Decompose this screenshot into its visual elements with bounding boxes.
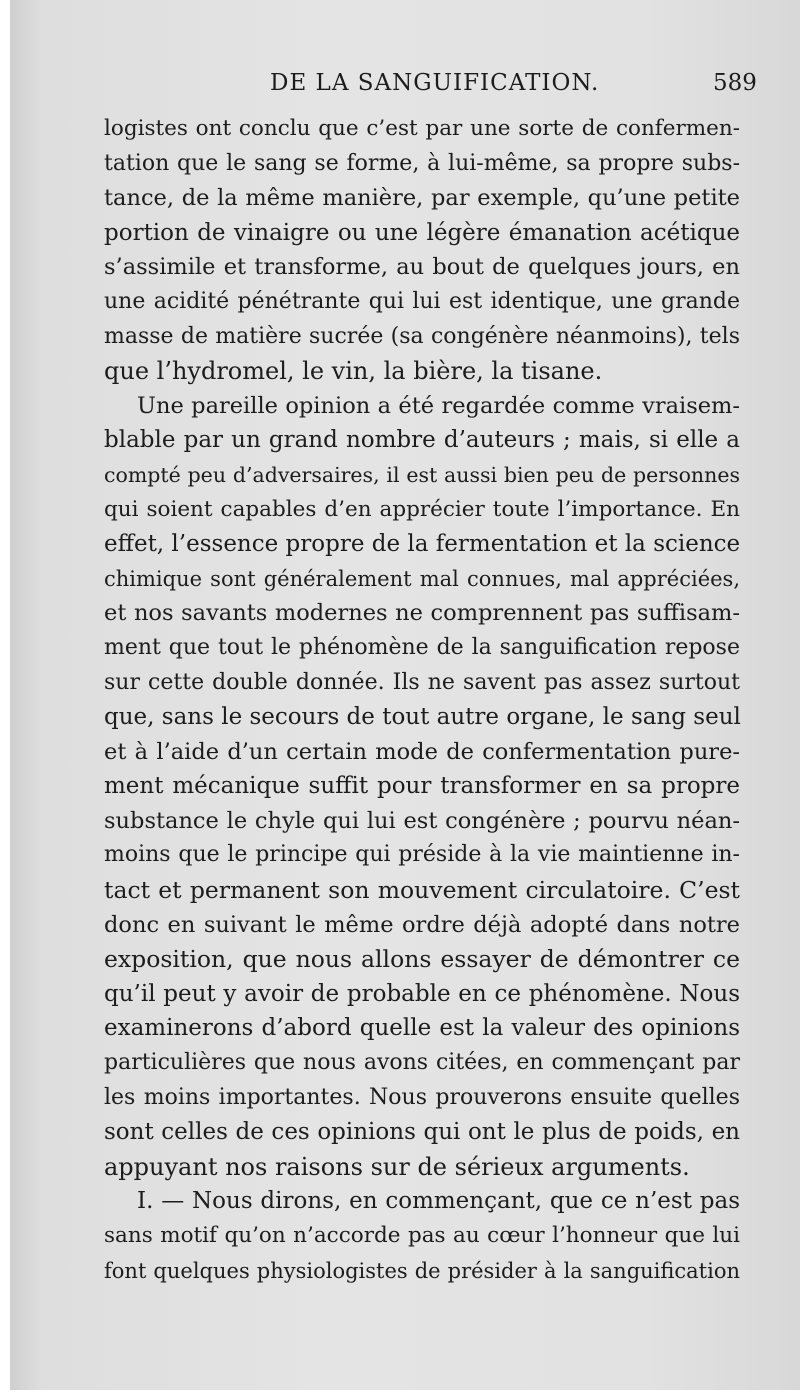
text-line: compté peu d’adversaires, il est aussi bien peu de personnes [104, 462, 740, 487]
text-line: que, sans le secours de tout autre organe, le sang seul [104, 704, 741, 731]
text-line: sans motif qu’on n’accorde pas au cœur l’honneur que lui [104, 1223, 740, 1248]
text-line: font quelques physiologistes de présider à la sanguification [104, 1258, 740, 1283]
text-line: tation que le sang se forme, à lui-même, sa propre subs- [104, 150, 740, 176]
page-scan [10, 0, 800, 1390]
text-line: sont celles de ces opinions qui ont le plus de poids, en [104, 1119, 740, 1146]
text-line: qu’il peut y avoir de probable en ce phénomène. Nous [104, 980, 740, 1007]
running-title: DE LA SANGUIFICATION. [270, 70, 600, 96]
text-line: chimique sont généralement mal connues, mal appréciées, [104, 566, 740, 591]
body-text [104, 112, 740, 1288]
text-line: examinerons d’abord quelle est la valeur des opinions [104, 1015, 740, 1042]
page-number: 589 [713, 70, 757, 96]
text-line: logistes ont conclu que c’est par une sorte de confermen- [104, 116, 740, 141]
text-line: tact et permanent son mouvement circulatoire. C’est [104, 876, 740, 905]
text-line: exposition, que nous allons essayer de démontrer ce [104, 945, 740, 974]
book-page [10, 0, 800, 1390]
text-line: s’assimile et transforme, au bout de quelques jours, en [104, 254, 740, 281]
text-line: Une pareille opinion a été regardée comme vraisem- [137, 392, 740, 419]
text-line: appuyant nos raisons sur de sérieux arguments. [104, 1152, 690, 1181]
text-line: I. — Nous dirons, en commençant, que ce n’est pas [137, 1188, 740, 1215]
text-line: que l’hydromel, le vin, la bière, la tisane. [104, 357, 603, 386]
text-line: sur cette double donnée. Ils ne savent pas assez surtout [104, 669, 740, 695]
text-line: et à l’aide d’un certain mode de confermentation pure- [104, 738, 740, 765]
text-line: masse de matière sucrée (sa congénère néanmoins), tels [104, 323, 740, 349]
text-line: ment que tout le phénomène de la sanguification repose [104, 634, 740, 660]
text-line: ment mécanique suffit pour transformer en sa propre [104, 773, 740, 800]
text-line: tance, de la même manière, par exemple, qu’une petite [104, 185, 740, 212]
running-header [10, 70, 800, 106]
text-line: substance le chyle qui lui est congénère ; pourvu néan- [104, 807, 740, 834]
text-line: effet, l’essence propre de la fermentation et la science [104, 531, 741, 558]
text-line: et nos savants modernes ne comprennent pas suffisam- [104, 600, 740, 627]
text-line: blable par un grand nombre d’auteurs ; mais, si elle a [104, 427, 740, 454]
text-line: les moins importantes. Nous prouverons ensuite quelles [104, 1084, 740, 1110]
text-line: particulières que nous avons citées, en commençant par [104, 1050, 740, 1076]
text-line: portion de vinaigre ou une légère émanation acétique [104, 219, 740, 246]
text-line: une acidité pénétrante qui lui est identique, une grande [104, 288, 740, 314]
text-line: moins que le principe qui préside à la vie maintienne in- [104, 842, 740, 868]
text-line: qui soient capables d’en apprécier toute l’importance. En [104, 496, 740, 522]
text-line: donc en suivant le même ordre déjà adopté dans notre [104, 911, 740, 938]
